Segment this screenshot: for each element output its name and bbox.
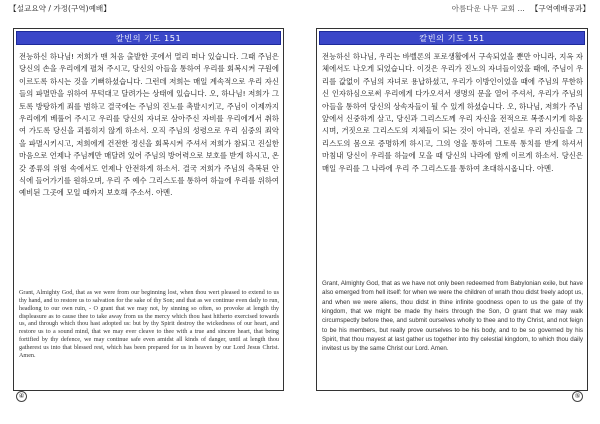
korean-prayer-text: 전능하신 하나님, 우리는 바벨론의 포로생활에서 구속되었을 뿐만 아니라, 지옥 자체에서도 나오게 되었습니다. 이것은 우리가 진노의 자녀들이었을 때에, 주님이 우리를 값없이 주님의 자녀로 용납하셨고, 우리가 이방인이었을 때에 주님의 무한하신 인자하심으로써 우리에게 다가오셔서 생명의 문을 열어 주셔서, 우리가 주님의 아들을 통하여 당신의 상속자들이 될 수 있게 하셨습니다. 오, 하나님, 저희가 주님 앞에서 신중하게 살고, 당신과 그리스도께 우리 자신을 전적으로 복종시키게 하옵시며, 거짓으로 그리스도의 지체들이 되는 것이 아니라, 진실로 우리 자신들을 그리스도의 몸으로 증명하게 하시고, 그의 영을 통하여 그토록 통치를 받게 하셔서 마침내 당신이 우리를 하늘에 모을 때 당신의 나라에 함께 이르게 하소서. 당신은 매일 우리를 그 나라에 우리 주 그리스도를 통하여 초대하시옵니다. 아멘.: [322, 52, 583, 173]
page-number: ④: [16, 391, 27, 402]
prayer-frame: [13, 28, 284, 391]
page-header: [452, 4, 590, 14]
english-prayer-text: Grant, Almighty God, that as we were from our beginning lost, when thou wert pleased to extend to us thy hand, and to restore us to salvation for the sake of thy Son; and that as we continue even daily to run, headlong to our own ruin, - O grant that we may not, by sinning so often, so provoke at length thy displeasure as to cause thee to take away from us the mercy which thou hast hitherto exercised towards us, and through which thou hast adopted us: but by thy Spirit destroy the wickedness of our heart, and restore us to a sound mind, that we may ever cleave to thee with a true and sincere heart, that being fortified by thy defence, we may continue safe even amidst all kinds of danger, until at length thou gatherest us into that blessed rest, which has been prepared for us in heaven by our Lord Jesus Christ. Amen.: [19, 290, 279, 359]
prayer-title: 칼빈의 기도 151: [16, 31, 281, 45]
korean-prayer-text: 전능하신 하나님! 저희가 맨 처음 출발한 곳에서 멀리 떠나 있습니다. 그때 주님은 당신의 손을 우리에게 펼쳐 주시고, 당신의 아들을 통하여 우리를 회복시켜 구원에 이르도록 하시는 것을 기뻐하셨습니다. 그런데 저희는 매일 계속적으로 우리 자신들의 파멸만을 위하여 무턱대고 달려가는 상태에 있습니다. 오, 하나님! 저희가 그토록 방탕하게 죄를 범하고 결국에는 주님의 진노를 촉발시키고, 주님이 이제까지 우리에게 베풀어 주시고 우리를 당신의 자녀로 삼아주신 자비를 우리에게서 취하여 가도록 당신을 괴롭히지 않게 하소서. 오직 주님의 성령으로 우리 심중의 죄악을 파멸시키시고, 저희에게 건전한 정신을 회복시켜 주셔서 저희가 참되고 진실한 마음으로 언제나 주님께만 매달려 있어 주님의 방어력으로 보호를 받게 하시고, 온갖 종류의 위험 속에서도 언제나 안전하게 하소서. 결국 저희가 주님의 측복된 안식에 들어가기를 원하오며, 우리 주 예수 그리스도를 통하여 하늘에 우리를 위하여 예비된 그곳에 모일 때까지 보호해 주소서. 아멘.: [19, 52, 279, 198]
page-number: ⑤: [572, 391, 583, 402]
page-header: [9, 4, 111, 14]
right-page: [300, 0, 600, 424]
header-label: 【구역예배공과】: [530, 4, 590, 13]
header-site-name: 아름다운 나무 교회 ...: [451, 4, 525, 13]
english-prayer-text: Grant, Almighty God, that as we have not only been redeemed from Babylonian exile, but have also emerged from hell itself: for when we were the children of wrath thou didst freely adopt us, and when we were aliens, thou didst in thine infinite goodness open to us the gate of thy kingdom, that we might be made thy heirs through the Son, O grant that we may walk circumspectly before thee, and submit ourselves wholly to thee and to thy Christ, and not feign to be his members, but really prove ourselves to be his body, and to be so governed by his Spirit, that thou mayest at last gather us together into thy celestial kingdom, to which thou daily invitest us by the same Christ our Lord. Amen.: [322, 280, 583, 353]
header-label: 【설교요약 / 가정(구역)예배】: [9, 4, 111, 13]
prayer-frame: [316, 28, 588, 391]
prayer-title: 칼빈의 기도 151: [319, 31, 585, 45]
